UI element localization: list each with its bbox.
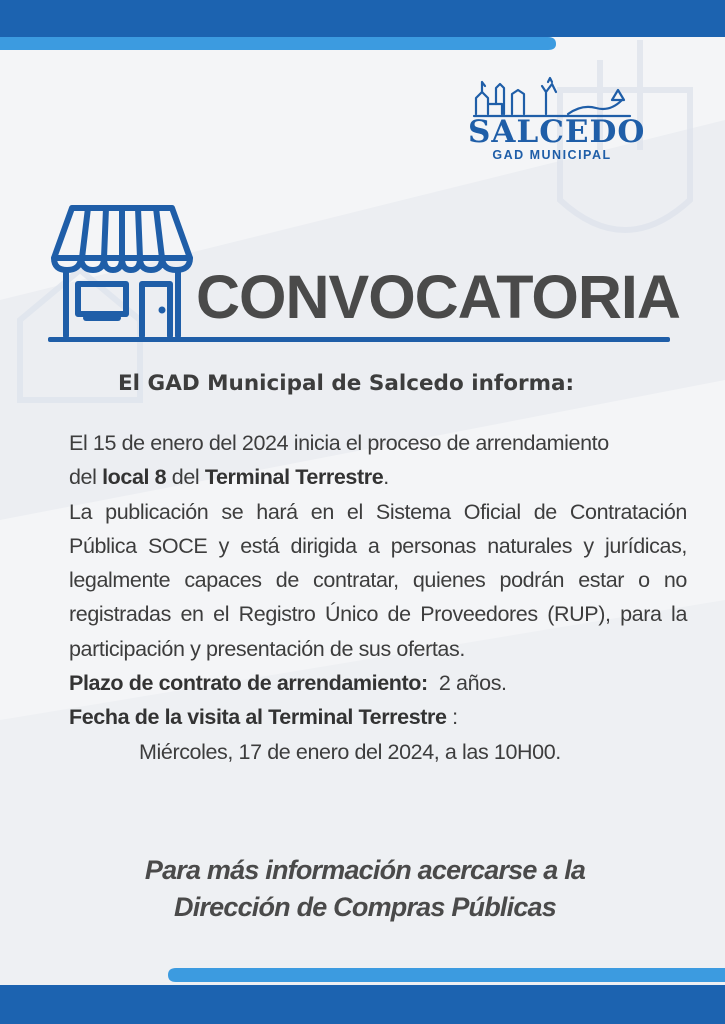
closing-line-2: Dirección de Compras Públicas bbox=[174, 892, 556, 922]
title-divider bbox=[48, 337, 670, 342]
visit-label: Fecha de la visita al Terminal Terrestre bbox=[69, 705, 447, 730]
salcedo-logo bbox=[468, 74, 646, 174]
logo-name: SALCEDO bbox=[468, 114, 646, 150]
page-title: CONVOCATORIA bbox=[196, 263, 680, 331]
logo-subtitle: GAD MUNICIPAL bbox=[492, 148, 612, 162]
contract-term bbox=[69, 666, 687, 700]
visit-date: Miércoles, 17 de enero del 2024, a las 10H00. bbox=[139, 739, 561, 764]
store-icon bbox=[50, 204, 194, 342]
announcement-subheading: El GAD Municipal de Salcedo informa: bbox=[118, 371, 575, 396]
closing-note bbox=[60, 852, 670, 926]
contract-term-value: 2 años. bbox=[438, 671, 507, 696]
top-banner bbox=[0, 0, 725, 52]
contract-term-label: Plazo de contrato de arrendamiento: bbox=[69, 671, 428, 696]
body-line-2: del local 8 del Terminal Terrestre. bbox=[69, 465, 389, 490]
bottom-banner bbox=[0, 968, 725, 1024]
salcedo-skyline-icon bbox=[472, 74, 632, 118]
terminal-name: Terminal Terrestre bbox=[204, 465, 384, 490]
announcement-body bbox=[69, 426, 687, 769]
visit-heading: Fecha de la visita al Terminal Terrestre : bbox=[69, 705, 458, 730]
body-line-1: El 15 de enero del 2024 inicia el proceso de arrendamiento bbox=[69, 431, 609, 455]
local-number: local 8 bbox=[102, 465, 167, 490]
body-paragraph-2: La publicación se hará en el Sistema Oficial de Contratación Pública SOCE y está dirigida a personas naturales y jurídicas, legalmente capaces de contratar, quienes podrán estar o no registradas en el Registro Único de Proveedores (RUP), para la participación y presentación de sus ofertas. bbox=[69, 499, 687, 661]
closing-line-1: Para más información acercarse a la bbox=[144, 855, 586, 885]
